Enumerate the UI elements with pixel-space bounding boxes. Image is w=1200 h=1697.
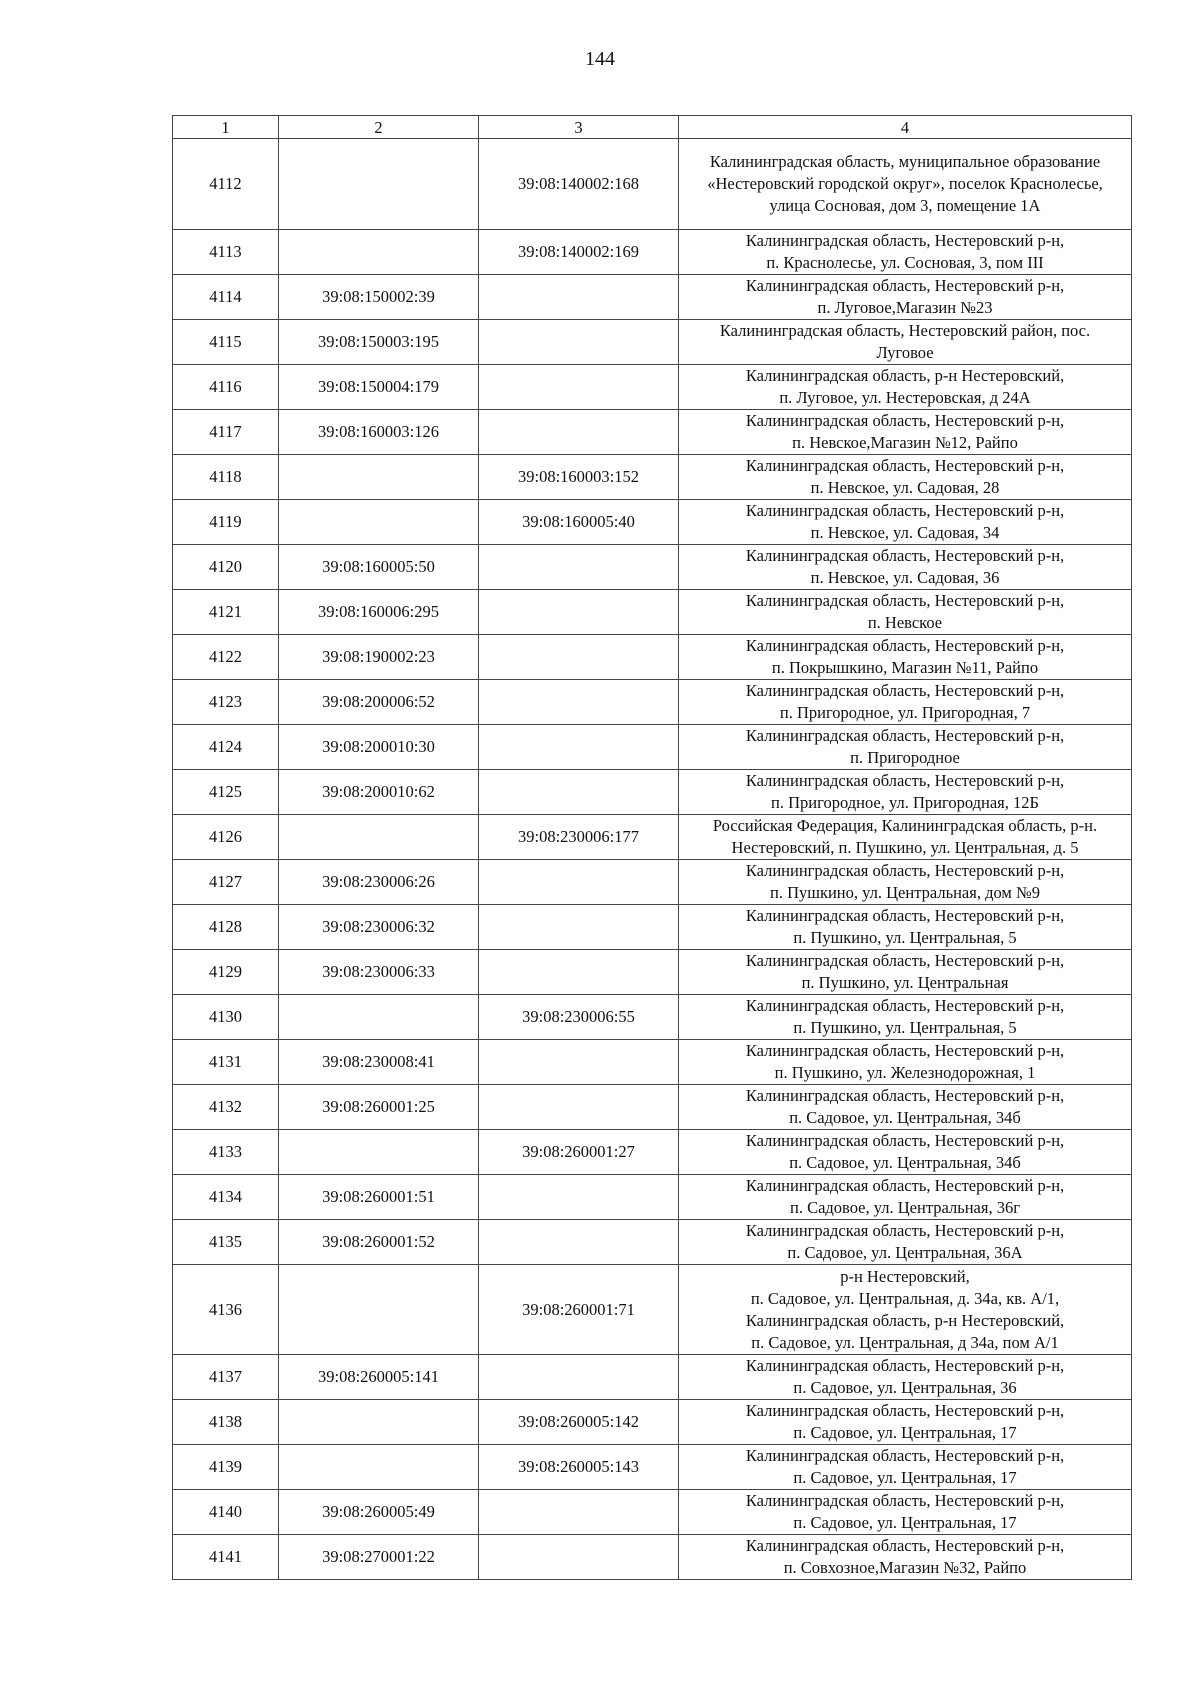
table-row: [173, 770, 1132, 815]
row-number-cell: 4120: [173, 545, 279, 590]
cadastral-number-cell: 39:08:200010:62: [279, 770, 479, 815]
table-row: [173, 1400, 1132, 1445]
cadastral-number-cell: 39:08:230006:55: [479, 995, 679, 1040]
row-number-cell: 4113: [173, 230, 279, 275]
table-body: [173, 139, 1132, 1580]
address-line: улица Сосновая, дом 3, помещение 1А: [769, 196, 1041, 215]
cadastral-number-cell: 39:08:140002:169: [479, 230, 679, 275]
address-line: р-н Нестеровский,: [840, 1266, 970, 1286]
cadastral-number-cell: [479, 410, 679, 455]
table-row: [173, 680, 1132, 725]
table-row: [173, 139, 1132, 230]
row-number-cell: 4125: [173, 770, 279, 815]
address-line: Калининградская область, Нестеровский р-н,: [745, 1401, 1065, 1420]
row-number-cell: 4116: [173, 365, 279, 410]
address-line: Калининградская область, муниципальное образование: [709, 152, 1101, 171]
cadastral-number-cell: [479, 1175, 679, 1220]
address-cell: [679, 410, 1132, 455]
row-number-cell: 4134: [173, 1175, 279, 1220]
address-line: Калининградская область, Нестеровский р-н,: [745, 771, 1065, 790]
address-line: п. Луговое, ул. Нестеровская, д 24А: [779, 388, 1031, 407]
cadastral-number-cell: 39:08:230006:33: [279, 950, 479, 995]
address-line: п. Пригородное: [850, 748, 960, 767]
address-line: Калининградская область, Нестеровский р-н,: [745, 1356, 1065, 1375]
row-number-cell: 4131: [173, 1040, 279, 1085]
address-cell: [679, 635, 1132, 680]
row-number-cell: 4141: [173, 1535, 279, 1580]
address-line: п. Садовое, ул. Центральная, 34б: [789, 1153, 1021, 1172]
address-line: п. Садовое, ул. Центральная, д 34а, пом А/1: [751, 1332, 1059, 1352]
address-line: Калининградская область, Нестеровский р-н,: [745, 1041, 1065, 1060]
row-number-cell: 4121: [173, 590, 279, 635]
table-row: [173, 1355, 1132, 1400]
table-row: [173, 545, 1132, 590]
cadastral-number-cell: [479, 1085, 679, 1130]
row-number-cell: 4115: [173, 320, 279, 365]
cadastral-number-cell: 39:08:230008:41: [279, 1040, 479, 1085]
address-line: Луговое: [876, 343, 934, 362]
address-line: Российская Федерация, Калининградская область, р-н.: [712, 816, 1098, 835]
cadastral-number-cell: 39:08:260005:142: [479, 1400, 679, 1445]
column-header: 1: [173, 116, 279, 139]
table-row: [173, 1490, 1132, 1535]
address-line: Калининградская область, Нестеровский р-н,: [745, 1221, 1065, 1240]
address-cell: [679, 545, 1132, 590]
address-cell: [679, 230, 1132, 275]
address-line: Калининградская область, Нестеровский р-н,: [745, 996, 1065, 1015]
address-line: Калининградская область, Нестеровский р-н,: [745, 1491, 1065, 1510]
table-row: [173, 725, 1132, 770]
column-header: 2: [279, 116, 479, 139]
cadastral-number-cell: [279, 139, 479, 230]
cadastral-number-cell: 39:08:190002:23: [279, 635, 479, 680]
address-line: п. Краснолесье, ул. Сосновая, 3, пом III: [766, 253, 1044, 272]
row-number-cell: 4130: [173, 995, 279, 1040]
cadastral-number-cell: [279, 815, 479, 860]
address-line: п. Невское,Магазин №12, Райпо: [792, 433, 1018, 452]
cadastral-number-cell: 39:08:150004:179: [279, 365, 479, 410]
cadastral-number-cell: [479, 590, 679, 635]
table-row: [173, 1175, 1132, 1220]
address-line: п. Садовое, ул. Центральная, 36А: [787, 1243, 1023, 1262]
cadastral-number-cell: [279, 1265, 479, 1355]
address-line: п. Садовое, ул. Центральная, 17: [793, 1513, 1017, 1532]
table-row: [173, 1220, 1132, 1265]
row-number-cell: 4137: [173, 1355, 279, 1400]
cadastral-number-cell: 39:08:160003:126: [279, 410, 479, 455]
cadastral-number-cell: [479, 365, 679, 410]
address-cell: [679, 320, 1132, 365]
table-row: [173, 1040, 1132, 1085]
table-row: [173, 905, 1132, 950]
table-row: [173, 500, 1132, 545]
address-line: Калининградская область, р-н Нестеровский,: [745, 1310, 1065, 1330]
address-cell: [679, 905, 1132, 950]
cadastral-number-cell: 39:08:260001:71: [479, 1265, 679, 1355]
table-row: [173, 275, 1132, 320]
row-number-cell: 4135: [173, 1220, 279, 1265]
cadastral-number-cell: 39:08:260005:141: [279, 1355, 479, 1400]
address-line: п. Садовое, ул. Центральная, 36: [793, 1378, 1017, 1397]
address-cell: [679, 860, 1132, 905]
cadastral-number-cell: [479, 1220, 679, 1265]
table-row: [173, 1265, 1132, 1355]
table-row: [173, 1130, 1132, 1175]
address-line: п. Невское, ул. Садовая, 34: [810, 523, 1000, 542]
address-cell: [679, 725, 1132, 770]
table-row: [173, 320, 1132, 365]
address-line: Калининградская область, Нестеровский р-н,: [745, 411, 1065, 430]
address-line: Калининградская область, Нестеровский р-н,: [745, 501, 1065, 520]
cadastral-number-cell: [479, 1535, 679, 1580]
address-cell: [679, 1400, 1132, 1445]
address-cell: [679, 1535, 1132, 1580]
cadastral-number-cell: 39:08:150003:195: [279, 320, 479, 365]
address-line: п. Пушкино, ул. Центральная, дом №9: [770, 883, 1040, 902]
cadastral-number-cell: [479, 725, 679, 770]
registry-table: [172, 115, 1132, 1580]
row-number-cell: 4140: [173, 1490, 279, 1535]
address-line: п. Пушкино, ул. Железнодорожная, 1: [774, 1063, 1036, 1082]
table-row: [173, 1445, 1132, 1490]
cadastral-number-cell: [279, 1130, 479, 1175]
header-row: [173, 116, 1132, 139]
cadastral-number-cell: 39:08:200006:52: [279, 680, 479, 725]
cadastral-number-cell: 39:08:230006:32: [279, 905, 479, 950]
address-line: Калининградская область, р-н Нестеровский,: [745, 366, 1065, 385]
column-header: 3: [479, 116, 679, 139]
cadastral-number-cell: [479, 1355, 679, 1400]
address-cell: [679, 1130, 1132, 1175]
table-row: [173, 1535, 1132, 1580]
address-line: п. Садовое, ул. Центральная, д. 34а, кв. А/1,: [750, 1288, 1060, 1308]
row-number-cell: 4129: [173, 950, 279, 995]
row-number-cell: 4132: [173, 1085, 279, 1130]
row-number-cell: 4119: [173, 500, 279, 545]
cadastral-number-cell: [479, 545, 679, 590]
cadastral-number-cell: [479, 1040, 679, 1085]
address-line: Калининградская область, Нестеровский р-н,: [745, 591, 1065, 610]
table-row: [173, 635, 1132, 680]
address-line: «Нестеровский городской округ», поселок Краснолесье,: [707, 174, 1103, 193]
row-number-cell: 4118: [173, 455, 279, 500]
table-row: [173, 365, 1132, 410]
address-cell: [679, 365, 1132, 410]
address-line: Нестеровский, п. Пушкино, ул. Центральная, д. 5: [731, 838, 1079, 857]
address-line: Калининградская область, Нестеровский р-н,: [745, 951, 1065, 970]
cadastral-number-cell: [279, 230, 479, 275]
table-row: [173, 1085, 1132, 1130]
address-line: п. Невское, ул. Садовая, 36: [810, 568, 1000, 587]
row-number-cell: 4122: [173, 635, 279, 680]
address-cell: [679, 455, 1132, 500]
cadastral-number-cell: [279, 455, 479, 500]
address-line: п. Пушкино, ул. Центральная: [801, 973, 1009, 992]
cadastral-number-cell: [279, 1445, 479, 1490]
address-line: Калининградская область, Нестеровский р-н,: [745, 681, 1065, 700]
cadastral-number-cell: 39:08:260005:143: [479, 1445, 679, 1490]
cadastral-number-cell: [279, 1400, 479, 1445]
cadastral-number-cell: [479, 635, 679, 680]
address-line: Калининградская область, Нестеровский район, пос.: [719, 321, 1091, 340]
cadastral-number-cell: 39:08:230006:26: [279, 860, 479, 905]
address-cell: [679, 1265, 1132, 1355]
address-cell: [679, 680, 1132, 725]
table-row: [173, 455, 1132, 500]
address-cell: [679, 590, 1132, 635]
address-cell: [679, 1040, 1132, 1085]
page-number: 144: [585, 48, 615, 70]
address-line: Калининградская область, Нестеровский р-н,: [745, 636, 1065, 655]
address-line: Калининградская область, Нестеровский р-н,: [745, 1446, 1065, 1465]
cadastral-number-cell: [279, 995, 479, 1040]
table-row: [173, 950, 1132, 995]
address-cell: [679, 995, 1132, 1040]
row-number-cell: 4138: [173, 1400, 279, 1445]
address-line: п. Садовое, ул. Центральная, 17: [793, 1423, 1017, 1442]
table-row: [173, 815, 1132, 860]
cadastral-number-cell: 39:08:260001:52: [279, 1220, 479, 1265]
row-number-cell: 4114: [173, 275, 279, 320]
cadastral-number-cell: [479, 320, 679, 365]
address-line: Калининградская область, Нестеровский р-н,: [745, 1536, 1065, 1555]
address-cell: [679, 1085, 1132, 1130]
cadastral-number-cell: 39:08:160006:295: [279, 590, 479, 635]
address-line: Калининградская область, Нестеровский р-н,: [745, 1176, 1065, 1195]
cadastral-number-cell: [479, 680, 679, 725]
address-line: Калининградская область, Нестеровский р-н,: [745, 726, 1065, 745]
address-cell: [679, 275, 1132, 320]
address-line: Калининградская область, Нестеровский р-н,: [745, 1086, 1065, 1105]
cadastral-number-cell: [479, 1490, 679, 1535]
address-cell: [679, 1445, 1132, 1490]
table-row: [173, 995, 1132, 1040]
row-number-cell: 4128: [173, 905, 279, 950]
row-number-cell: 4112: [173, 139, 279, 230]
address-line: п. Пушкино, ул. Центральная, 5: [793, 1018, 1017, 1037]
row-number-cell: 4123: [173, 680, 279, 725]
address-line: п. Пригородное, ул. Пригородная, 12Б: [771, 793, 1039, 812]
address-line: п. Невское: [867, 613, 943, 632]
address-line: Калининградская область, Нестеровский р-н,: [745, 276, 1065, 295]
address-line: п. Садовое, ул. Центральная, 36г: [790, 1198, 1020, 1217]
table-row: [173, 410, 1132, 455]
cadastral-number-cell: 39:08:260001:27: [479, 1130, 679, 1175]
cadastral-number-cell: [479, 770, 679, 815]
address-line: Калининградская область, Нестеровский р-н,: [745, 906, 1065, 925]
row-number-cell: 4126: [173, 815, 279, 860]
cadastral-number-cell: [279, 500, 479, 545]
table-row: [173, 230, 1132, 275]
row-number-cell: 4139: [173, 1445, 279, 1490]
address-cell: [679, 815, 1132, 860]
address-cell: [679, 500, 1132, 545]
address-line: п. Пригородное, ул. Пригородная, 7: [779, 703, 1031, 722]
cadastral-number-cell: 39:08:260001:25: [279, 1085, 479, 1130]
address-line: п. Луговое,Магазин №23: [817, 298, 993, 317]
cadastral-number-cell: [479, 275, 679, 320]
table-row: [173, 590, 1132, 635]
cadastral-number-cell: [479, 950, 679, 995]
address-line: Калининградская область, Нестеровский р-н,: [745, 546, 1065, 565]
cadastral-number-cell: [479, 860, 679, 905]
cadastral-number-cell: 39:08:260005:49: [279, 1490, 479, 1535]
address-cell: [679, 1175, 1132, 1220]
row-number-cell: 4133: [173, 1130, 279, 1175]
address-line: п. Садовое, ул. Центральная, 17: [793, 1468, 1017, 1487]
address-line: Калининградская область, Нестеровский р-н,: [745, 456, 1065, 475]
address-cell: [679, 139, 1132, 230]
row-number-cell: 4117: [173, 410, 279, 455]
address-cell: [679, 1220, 1132, 1265]
row-number-cell: 4136: [173, 1265, 279, 1355]
address-line: п. Совхозное,Магазин №32, Райпо: [783, 1558, 1027, 1577]
address-line: п. Пушкино, ул. Центральная, 5: [793, 928, 1017, 947]
address-line: Калининградская область, Нестеровский р-н,: [745, 1131, 1065, 1150]
cadastral-number-cell: 39:08:160005:50: [279, 545, 479, 590]
address-line: Калининградская область, Нестеровский р-н,: [745, 861, 1065, 880]
cadastral-number-cell: 39:08:160003:152: [479, 455, 679, 500]
address-line: п. Садовое, ул. Центральная, 34б: [789, 1108, 1021, 1127]
address-cell: [679, 1355, 1132, 1400]
cadastral-number-cell: 39:08:140002:168: [479, 139, 679, 230]
cadastral-number-cell: 39:08:230006:177: [479, 815, 679, 860]
address-cell: [679, 950, 1132, 995]
address-cell: [679, 1490, 1132, 1535]
cadastral-number-cell: [479, 905, 679, 950]
address-line: Калининградская область, Нестеровский р-н,: [745, 231, 1065, 250]
column-header: 4: [679, 116, 1132, 139]
cadastral-number-cell: 39:08:270001:22: [279, 1535, 479, 1580]
cadastral-number-cell: 39:08:150002:39: [279, 275, 479, 320]
address-line: п. Невское, ул. Садовая, 28: [810, 478, 1000, 497]
cadastral-number-cell: 39:08:200010:30: [279, 725, 479, 770]
address-line: п. Покрышкино, Магазин №11, Райпо: [771, 658, 1039, 677]
cadastral-number-cell: 39:08:160005:40: [479, 500, 679, 545]
table-row: [173, 860, 1132, 905]
address-cell: [679, 770, 1132, 815]
row-number-cell: 4124: [173, 725, 279, 770]
cadastral-number-cell: 39:08:260001:51: [279, 1175, 479, 1220]
row-number-cell: 4127: [173, 860, 279, 905]
